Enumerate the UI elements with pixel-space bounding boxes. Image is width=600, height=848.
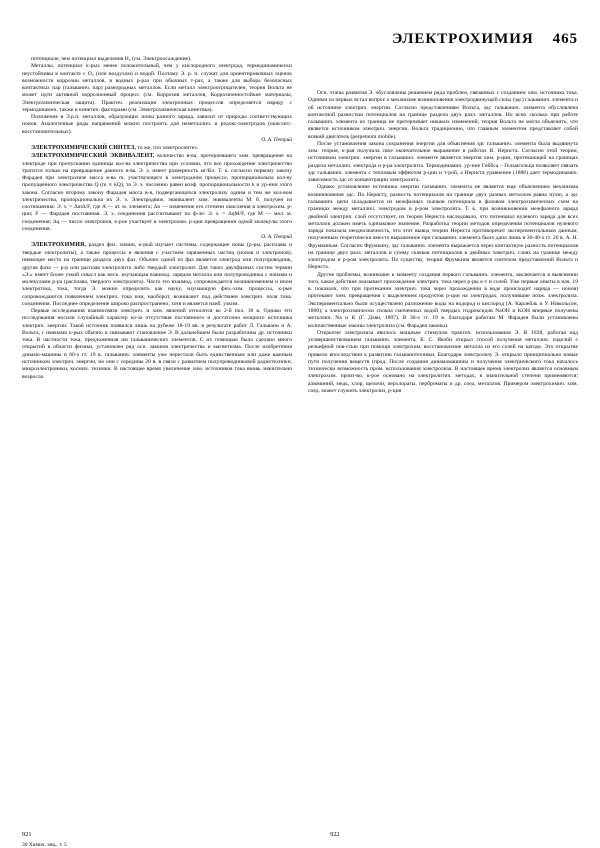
footer-volume-note: 30 Химич. энц., т. 5 bbox=[22, 842, 67, 848]
entry-electrochemical-synthesis bbox=[22, 145, 292, 153]
paragraph: Металлы, потенциал к-рых менее положительный, чем у кислородного электрода, термодинамически неустойчивы в контакте с O₂ (или воздухом) и водой. Поэтому Э. р. п. служат для ориентировочных оценок возможности коррозии металлов, в водных р-рах при обычных т-рах, а также для выбора безопасных контактных пар (гальванич. пар) разнородных металлов. Если металл электроотрицателен, теория Вольта не может идти активной коррозионный процесс (см. Коррозия металлов, Коррозионностойкие материалы, Электрохимическая защита). Практич. реализация электронных процессов определяется наряду с термодинамич. также и кинетич. факторами (см. Электрохимическая кинетика). bbox=[22, 63, 292, 113]
paragraph: Первые исследования взаимосвязи электрич. и хим. явлений относятся ко 2-й пол. 18 в. Однако эти исследования носили случайный характер из-за отсутствия постоянного и достаточно мощного источника электрич. энергии. Такой источник появился лишь на рубеже 18-19 вв. в результате работ Л. Гальвани и А. Вольта, с именами к-рых обычно и связывают становление Э. В дальнейшем были разработаны др. источники тока. В частности тока, предложенная им гальванических элементов. С их помощью было сделано много открытий в области физики, установлен ряд осн. законов электричества и магнетизма. После изобретения динамо-машины в 60-х гг. 19 в. гальванич. элементы уже перестали быть единственным или даже важным источником электрич. энергии, но они с середины 20 в. в связи с развитием полупроводниковой радиотехники, микроэлектроники, космич. техники. В настоящее время увеличение хим. источников тока вновь значительно возросло. bbox=[22, 308, 292, 380]
paragraph: Положение в Э.р.п. металлов, образующих ионы разного заряда, зависит от природы соответствующих ионов. Аналогичные ряды напряжений можно построить для неметаллич. и редокс-электродов (окислит.-восстановительных). bbox=[22, 114, 292, 135]
page-title: ЭЛЕКТРОХИМИЯ bbox=[392, 31, 534, 47]
two-column-body bbox=[22, 56, 578, 805]
footer-right-page-number: 922 bbox=[330, 831, 340, 838]
left-column bbox=[22, 56, 292, 805]
paragraph: Осн. этапы развития Э. обусловлены решением ряда проблем, связанных с созданием хим. источника тока. Одними из первых встал вопрос о механизме возникновения электродвижущей силы (эдс) гальванич. элемента и об источнике электрич. энергии. Согласно представлениям Вольта, эдс гальванич. элемента обусловлена контактной разностью потенциалов на границе раздела двух разл. металлов. Но ясно сколько при работе гальванич. элемента их граница не претерпевает никаких изменений, теория Вольта не могла объяснить, что является источником электрич. энергии. Вольта традиционно, что главным элементом представляет собой всякий двигатель (perpetuum mobile). bbox=[308, 90, 578, 140]
entry-text: количество в-ва, претерпевшего хим. превращение на электроде при пропускании единицы кол-ва электричества при условии, что все прохождение электричество тратится только на превращение данного в-ва. Э. э. имеет размерность мг/Кл. Т. к. согласно первому закону Фарадея при электролизе масса в-ва m, участвующего в электродном процессе, пропорциональна кол-ву пропущенного электричества Q (m ∝ kQ), то Э. э. численно равен коэф. пропорциональности k и ур-нии этого закона. Согласно второму закону Фарадея масса в-в, подвергающихся электролизу одним и тем же кол-вом электричества, пропорциональна их Э. э. Электродвиж. эквивалент хим. эквиваленты M. б. получен из соотношения: Э. э. = ΔmΔ/F, где A — ат. м. элемента; Δn — изменение его степени окисления в электрохим. р-ции; F — Фарадея постоянная. Э. э. соединения рассчитывают по ф-ле: Э. э. = ΔqM/F, где M — мол. м. соединения; Δq — число электронов, к-рое участвует в электрохим. р-ции превращении одной молекулы этого соединения. bbox=[22, 152, 292, 232]
page-number: 465 bbox=[552, 31, 578, 47]
footer-left-page-number: 921 bbox=[22, 831, 32, 838]
entry-text: раздел физ. химии, к-рый изучает системы, содержащие ионы (р-ры, расплавы и твердые электролиты), а также процессы и явления с участием заряженных частиц (ионов и электронов), имеющие место на границе раздела двух фаз. Обычно одной из фаз является электрод или полупроводник, другая фаза — р-р или расплав электролита либо твердый электролит. Для таких двухфазных систем термин «Э.» имеет более узкий смысл как неск. изучающая взаимод. зарядов металла или полупроводника с ионами и молекулами р-ра (расплава, твердого электролита). Часто это взаимод. сопровождается возникновением и ином электротока, тока, тогда Э. можно определить как науку, изучающую физ.-хим. процессы, к-рые сопровождаются появлением электрич. тока или, наоборот, возникают под действием электрич. поля тока. соединения. Последнее определение широко распространено, хотя и является наиб. узким. bbox=[22, 242, 292, 307]
entry-electrochemical-equivalent bbox=[22, 153, 292, 233]
entry-title: ЭЛЕКТРОХИМИЧЕСКИЙ СИНТЕЗ, bbox=[31, 144, 137, 151]
entry-title: ЭЛЕКТРОХИМИЧЕСКИЙ ЭКВИВАЛЕНТ, bbox=[31, 152, 155, 159]
right-column bbox=[308, 56, 578, 805]
paragraph: Другие проблемы, возникшие к моменту создания первого гальванич. элемента, заключается в выяснении того, какое действие оказывает прохождение электрич. тока через р-ры к-т и солей. Уже первые опыты в нач. 19 в. показали, что при протекании электрич. тока через прохождении в воде происходит наряда — ионов) протекают хим. превращения с выделением продуктов р-ции на электродах, получившие позж. электролиза. Экспериментально были осуществлено разложение воды на водород и кислород (А. Карлейль и У. Никольсон, 1800), а электрохимически сильна смоченных водой твердых гидроксидов NaOH и KOH впервые получены металлич. Na и K (Г. Дэви, 1807). В 30-х гг. 19 в. благодаря работам М. Фарадея были установлены количественные законы электролиза (см. Фарадея законы). bbox=[308, 271, 578, 329]
entry-text: то же, что электросинтез. bbox=[136, 144, 198, 151]
entry-title: ЭЛЕКТРОХИМИЯ, bbox=[31, 242, 87, 249]
entry-electrochemistry bbox=[22, 242, 292, 308]
paragraph: Открытие электролиза явилось мощным стимулом практич. использования Э. В 1838, работая над усовершенствованием гальванич. элемента, Б. С. Якоби открыл способ получения металлич. изделий с рельефной пов-стью при помощи электрохим. восстановление металла из его солей на катоде. Это открытие привело впоследствии к развитию гальванотехники. Благодаря электролизу Э. открыло принципиально новые пути получения веществ (прод. После создания динамомашины и получения электрического тока началось технически возможность пром. использования электролиза. В настоящее время электролиз является основным электрохим. произ-во, к-рое основано на электролитич. методах, в значительной степени применяются: алюминий, медь, хлор, щелочи, перхлораты, перброматы и др. соед. металлов. Примером электрохимич. хим. соед. может служить электролиз, р-ция bbox=[308, 329, 578, 394]
author-signature: О. А. Петрий bbox=[261, 234, 292, 241]
author-signature: О. А. Петрий bbox=[261, 136, 292, 143]
paragraph: После установления закона сохранения энергии для объяснения эдс гальванич. элемента была выдвинута хим. теория, к-рая получила свое окончательное выражение в работах В. Нернста. Согласно этой теории, источником электрич. энергии в гальванич. элементе является энергия хим. р-ции, протекающей на границах раздела металлич. электрода и р-ра электролита. Термодинамич. ур-ние Гиббса – Гельмгольца позволяет связать эдс гальванич. элемента с тепловым эффектом р-ции и т-рой, а Нернста уравнение (1888) дает термодинамич. зависимость эдс от концентрации электролита. bbox=[308, 140, 578, 184]
page-header bbox=[392, 30, 578, 48]
paragraph: потенциале, чем потенциал выделения H₂ (см. Электроосаждение). bbox=[31, 56, 192, 62]
paragraph: Однако установление источника энергии гальванич. элемента не является еще объяснением механизма возникновения эдс. По Нернсту, разность потенциалов на границе двух разных металлов равна нулю, а эдс гальванич. цепи складывается из межфазных скачков потенциала в фазовом электрохимических схем на границах между металлич. электродом и р-ром электролита. Т. к. при возникновении межфазного заряда двойной электрич. слой отсутствует, из теории Нернста наследовало, что потенциал нулевого заряда для всех металлов должен иметь одинаковое значение. Разработка теории методов определения потенциалов нулевого заряда показала неоднозначность, что этот вывод теории Нернста противоречит экспериментальным данным, полученным теоретически вместо выраженное при гальванич. элемента было дано лишь в 30-40-х гг. 20 в. А. Н. Фрумкиным. Согласно Фрумкину, эдс гальванич. элемента выражается через контактную разность потенциалов на границе двух разл. металлов и сумму скачков потенциалов в двойных электрич. слоях на границе между электродом и р-ром электролита. По существу, теории Фрумкина является синтезом представлений Вольта и Нернста. bbox=[308, 184, 578, 271]
